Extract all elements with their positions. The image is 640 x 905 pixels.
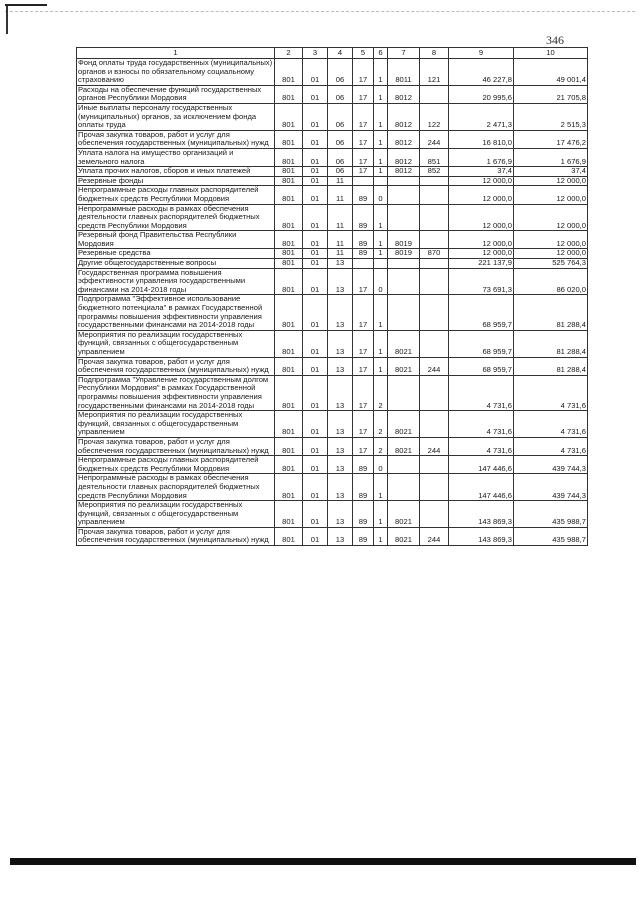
column-header: 3: [303, 48, 328, 59]
table-row: [77, 167, 588, 177]
expense-type-code-cell: 851: [420, 148, 449, 166]
program-code-cell: 17: [353, 268, 374, 295]
amount-year-1-cell: 68 959,7: [449, 357, 514, 375]
target-code-cell: 8021: [388, 411, 420, 438]
subsection-code-cell: 13: [328, 268, 353, 295]
amount-year-1-cell: 20 995,6: [449, 85, 514, 103]
section-code-cell: 01: [303, 501, 328, 528]
ministry-code-cell: 801: [275, 259, 303, 269]
subprogram-code-cell: 1: [374, 527, 388, 545]
expense-name-cell: Уплата прочих налогов, сборов и иных платежей: [77, 167, 275, 177]
expense-name-cell: Непрограммные расходы в рамках обеспечения деятельности главных распорядителей бюджетных средств Республики Мордовия: [77, 474, 275, 501]
column-header: 6: [374, 48, 388, 59]
subprogram-code-cell: 1: [374, 501, 388, 528]
table-row: [77, 437, 588, 455]
target-code-cell: 8021: [388, 437, 420, 455]
program-code-cell: [353, 176, 374, 186]
table-row: [77, 103, 588, 130]
subprogram-code-cell: 2: [374, 437, 388, 455]
expense-type-code-cell: 244: [420, 130, 449, 148]
expense-type-code-cell: 244: [420, 527, 449, 545]
table-row: [77, 501, 588, 528]
section-code-cell: 01: [303, 295, 328, 330]
program-code-cell: 89: [353, 501, 374, 528]
subprogram-code-cell: 1: [374, 85, 388, 103]
target-code-cell: 8012: [388, 103, 420, 130]
expense-name-cell: Расходы на обеспечение функций государственных органов Республики Мордовия: [77, 85, 275, 103]
table-row: [77, 259, 588, 269]
table-row: [77, 474, 588, 501]
target-code-cell: 8021: [388, 330, 420, 357]
amount-year-1-cell: 68 959,7: [449, 295, 514, 330]
budget-table: [76, 47, 588, 546]
expense-type-code-cell: 122: [420, 103, 449, 130]
expense-type-code-cell: [420, 330, 449, 357]
section-code-cell: 01: [303, 456, 328, 474]
table-row: [77, 85, 588, 103]
header-row: [77, 48, 588, 59]
section-code-cell: 01: [303, 527, 328, 545]
column-header: 8: [420, 48, 449, 59]
table-row: [77, 411, 588, 438]
table-row: [77, 186, 588, 204]
expense-type-code-cell: [420, 204, 449, 231]
section-code-cell: 01: [303, 231, 328, 249]
table-row: [77, 249, 588, 259]
ministry-code-cell: 801: [275, 231, 303, 249]
expense-name-cell: Другие общегосударственные вопросы: [77, 259, 275, 269]
program-code-cell: 89: [353, 474, 374, 501]
expense-name-cell: Прочая закупка товаров, работ и услуг для обеспечения государственных (муниципальных) нужд: [77, 437, 275, 455]
expense-name-cell: Резервные средства: [77, 249, 275, 259]
amount-year-2-cell: 439 744,3: [514, 456, 588, 474]
amount-year-2-cell: 81 288,4: [514, 330, 588, 357]
table-row: [77, 130, 588, 148]
subprogram-code-cell: 1: [374, 204, 388, 231]
expense-name-cell: Непрограммные расходы главных распорядителей бюджетных средств Республики Мордовия: [77, 186, 275, 204]
program-code-cell: 17: [353, 437, 374, 455]
target-code-cell: 8012: [388, 148, 420, 166]
subsection-code-cell: 13: [328, 375, 353, 410]
amount-year-2-cell: 81 288,4: [514, 357, 588, 375]
target-code-cell: [388, 295, 420, 330]
amount-year-2-cell: 12 000,0: [514, 176, 588, 186]
column-header: 10: [514, 48, 588, 59]
expense-name-cell: Прочая закупка товаров, работ и услуг для обеспечения государственных (муниципальных) нужд: [77, 527, 275, 545]
section-code-cell: 01: [303, 186, 328, 204]
target-code-cell: 8012: [388, 85, 420, 103]
amount-year-1-cell: 37,4: [449, 167, 514, 177]
ministry-code-cell: 801: [275, 176, 303, 186]
expense-type-code-cell: [420, 231, 449, 249]
section-code-cell: 01: [303, 249, 328, 259]
subsection-code-cell: 13: [328, 411, 353, 438]
section-code-cell: 01: [303, 204, 328, 231]
subprogram-code-cell: 1: [374, 357, 388, 375]
subprogram-code-cell: 1: [374, 249, 388, 259]
target-code-cell: [388, 204, 420, 231]
subprogram-code-cell: 1: [374, 295, 388, 330]
program-code-cell: 89: [353, 456, 374, 474]
ministry-code-cell: 801: [275, 357, 303, 375]
ministry-code-cell: 801: [275, 474, 303, 501]
expense-name-cell: Резервный фонд Правительства Республики Мордовия: [77, 231, 275, 249]
subsection-code-cell: 06: [328, 167, 353, 177]
ministry-code-cell: 801: [275, 411, 303, 438]
program-code-cell: 17: [353, 375, 374, 410]
subsection-code-cell: 06: [328, 103, 353, 130]
section-code-cell: 01: [303, 59, 328, 86]
section-code-cell: 01: [303, 176, 328, 186]
expense-name-cell: Прочая закупка товаров, работ и услуг для обеспечения государственных (муниципальных) нужд: [77, 130, 275, 148]
ministry-code-cell: 801: [275, 437, 303, 455]
table-row: [77, 148, 588, 166]
amount-year-2-cell: 439 744,3: [514, 474, 588, 501]
amount-year-1-cell: 2 471,3: [449, 103, 514, 130]
section-code-cell: 01: [303, 268, 328, 295]
subprogram-code-cell: 0: [374, 456, 388, 474]
target-code-cell: 8021: [388, 501, 420, 528]
amount-year-1-cell: 12 000,0: [449, 186, 514, 204]
program-code-cell: 17: [353, 85, 374, 103]
section-code-cell: 01: [303, 148, 328, 166]
ministry-code-cell: 801: [275, 85, 303, 103]
target-code-cell: 8012: [388, 130, 420, 148]
target-code-cell: [388, 474, 420, 501]
expense-type-code-cell: [420, 186, 449, 204]
ministry-code-cell: 801: [275, 59, 303, 86]
subprogram-code-cell: 2: [374, 411, 388, 438]
subprogram-code-cell: 1: [374, 148, 388, 166]
table-row: [77, 527, 588, 545]
section-code-cell: 01: [303, 437, 328, 455]
target-code-cell: [388, 375, 420, 410]
target-code-cell: [388, 176, 420, 186]
subsection-code-cell: 11: [328, 204, 353, 231]
amount-year-2-cell: 2 515,3: [514, 103, 588, 130]
amount-year-1-cell: 12 000,0: [449, 249, 514, 259]
program-code-cell: 89: [353, 249, 374, 259]
expense-name-cell: Мероприятия по реализации государственных функций, связанных с общегосударственным управлением: [77, 411, 275, 438]
expense-type-code-cell: [420, 268, 449, 295]
subsection-code-cell: 06: [328, 59, 353, 86]
amount-year-1-cell: 143 869,3: [449, 501, 514, 528]
expense-name-cell: Непрограммные расходы главных распорядителей бюджетных средств Республики Мордовия: [77, 456, 275, 474]
amount-year-1-cell: 147 446,6: [449, 474, 514, 501]
ministry-code-cell: 801: [275, 130, 303, 148]
subsection-code-cell: 11: [328, 249, 353, 259]
subsection-code-cell: 13: [328, 330, 353, 357]
program-code-cell: 89: [353, 186, 374, 204]
subsection-code-cell: 13: [328, 456, 353, 474]
program-code-cell: 17: [353, 148, 374, 166]
subsection-code-cell: 13: [328, 437, 353, 455]
expense-type-code-cell: 852: [420, 167, 449, 177]
amount-year-2-cell: 12 000,0: [514, 249, 588, 259]
subsection-code-cell: 11: [328, 231, 353, 249]
target-code-cell: [388, 456, 420, 474]
amount-year-2-cell: 81 288,4: [514, 295, 588, 330]
table-row: [77, 375, 588, 410]
ministry-code-cell: 801: [275, 148, 303, 166]
expense-type-code-cell: [420, 375, 449, 410]
program-code-cell: 89: [353, 204, 374, 231]
amount-year-2-cell: 86 020,0: [514, 268, 588, 295]
expense-type-code-cell: 121: [420, 59, 449, 86]
section-code-cell: 01: [303, 330, 328, 357]
program-code-cell: 17: [353, 330, 374, 357]
ministry-code-cell: 801: [275, 103, 303, 130]
subprogram-code-cell: 1: [374, 103, 388, 130]
expense-type-code-cell: [420, 501, 449, 528]
ministry-code-cell: 801: [275, 295, 303, 330]
amount-year-2-cell: 49 001,4: [514, 59, 588, 86]
subsection-code-cell: 06: [328, 85, 353, 103]
expense-name-cell: Мероприятия по реализации государственных функций, связанных с общегосударственным управлением: [77, 501, 275, 528]
expense-name-cell: Резервные фонды: [77, 176, 275, 186]
section-code-cell: 01: [303, 130, 328, 148]
subsection-code-cell: 13: [328, 295, 353, 330]
amount-year-2-cell: 12 000,0: [514, 231, 588, 249]
amount-year-2-cell: 4 731,6: [514, 437, 588, 455]
target-code-cell: 8011: [388, 59, 420, 86]
table-row: [77, 59, 588, 86]
amount-year-2-cell: 435 988,7: [514, 501, 588, 528]
program-code-cell: 89: [353, 527, 374, 545]
target-code-cell: 8019: [388, 231, 420, 249]
scan-corner-mark: [5, 4, 47, 6]
amount-year-1-cell: 4 731,6: [449, 437, 514, 455]
expense-type-code-cell: 244: [420, 357, 449, 375]
amount-year-1-cell: 68 959,7: [449, 330, 514, 357]
program-code-cell: 89: [353, 231, 374, 249]
amount-year-2-cell: 4 731,6: [514, 411, 588, 438]
subprogram-code-cell: 1: [374, 231, 388, 249]
amount-year-1-cell: 221 137,9: [449, 259, 514, 269]
expense-type-code-cell: [420, 259, 449, 269]
program-code-cell: 17: [353, 167, 374, 177]
subprogram-code-cell: 1: [374, 167, 388, 177]
subsection-code-cell: 11: [328, 186, 353, 204]
amount-year-2-cell: 17 476,2: [514, 130, 588, 148]
table-row: [77, 231, 588, 249]
program-code-cell: 17: [353, 59, 374, 86]
scan-left-edge: [6, 6, 8, 34]
amount-year-2-cell: 21 705,8: [514, 85, 588, 103]
section-code-cell: 01: [303, 375, 328, 410]
amount-year-1-cell: 1 676,9: [449, 148, 514, 166]
amount-year-2-cell: 12 000,0: [514, 204, 588, 231]
amount-year-2-cell: 525 764,3: [514, 259, 588, 269]
expense-name-cell: Фонд оплаты труда государственных (муниципальных) органов и взносы по обязательному социальному страхованию: [77, 59, 275, 86]
scan-top-rule: [5, 11, 635, 12]
ministry-code-cell: 801: [275, 204, 303, 231]
ministry-code-cell: 801: [275, 456, 303, 474]
target-code-cell: [388, 186, 420, 204]
expense-type-code-cell: [420, 411, 449, 438]
target-code-cell: 8012: [388, 167, 420, 177]
section-code-cell: 01: [303, 167, 328, 177]
expense-name-cell: Подпрограмма "Управление государственным долгом Республики Мордовия" в рамках Государственной программы повышения эффективности управления государственными финансами на 2014-2018 годы: [77, 375, 275, 410]
subsection-code-cell: 13: [328, 474, 353, 501]
expense-name-cell: Подпрограмма "Эффективное использование бюджетного потенциала" в рамках Государственной программы повышения эффективности управления государственными финансами на 2014-2018 годы: [77, 295, 275, 330]
subprogram-code-cell: 1: [374, 130, 388, 148]
amount-year-2-cell: 37,4: [514, 167, 588, 177]
amount-year-1-cell: 147 446,6: [449, 456, 514, 474]
section-code-cell: 01: [303, 474, 328, 501]
program-code-cell: [353, 259, 374, 269]
subprogram-code-cell: 2: [374, 375, 388, 410]
table-row: [77, 357, 588, 375]
subprogram-code-cell: 0: [374, 186, 388, 204]
ministry-code-cell: 801: [275, 501, 303, 528]
ministry-code-cell: 801: [275, 186, 303, 204]
subsection-code-cell: 13: [328, 501, 353, 528]
subsection-code-cell: 06: [328, 148, 353, 166]
section-code-cell: 01: [303, 85, 328, 103]
section-code-cell: 01: [303, 411, 328, 438]
subsection-code-cell: 06: [328, 130, 353, 148]
amount-year-1-cell: 73 691,3: [449, 268, 514, 295]
ministry-code-cell: 801: [275, 268, 303, 295]
target-code-cell: 8019: [388, 249, 420, 259]
section-code-cell: 01: [303, 259, 328, 269]
amount-year-1-cell: 46 227,8: [449, 59, 514, 86]
program-code-cell: 17: [353, 411, 374, 438]
amount-year-2-cell: 435 988,7: [514, 527, 588, 545]
subprogram-code-cell: 1: [374, 59, 388, 86]
subsection-code-cell: 13: [328, 357, 353, 375]
table-row: [77, 456, 588, 474]
amount-year-1-cell: 12 000,0: [449, 231, 514, 249]
amount-year-2-cell: 4 731,6: [514, 375, 588, 410]
column-header: 7: [388, 48, 420, 59]
expense-name-cell: Прочая закупка товаров, работ и услуг для обеспечения государственных (муниципальных) нужд: [77, 357, 275, 375]
table-row: [77, 204, 588, 231]
amount-year-2-cell: 1 676,9: [514, 148, 588, 166]
amount-year-2-cell: 12 000,0: [514, 186, 588, 204]
subprogram-code-cell: 1: [374, 474, 388, 501]
column-header: 2: [275, 48, 303, 59]
amount-year-1-cell: 4 731,6: [449, 375, 514, 410]
program-code-cell: 17: [353, 295, 374, 330]
table-row: [77, 295, 588, 330]
expense-type-code-cell: [420, 456, 449, 474]
subsection-code-cell: 13: [328, 527, 353, 545]
expense-type-code-cell: [420, 474, 449, 501]
ministry-code-cell: 801: [275, 375, 303, 410]
target-code-cell: 8021: [388, 527, 420, 545]
program-code-cell: 17: [353, 103, 374, 130]
expense-name-cell: Уплата налога на имущество организаций и земельного налога: [77, 148, 275, 166]
expense-name-cell: Мероприятия по реализации государственных функций, связанных с общегосударственным управлением: [77, 330, 275, 357]
amount-year-1-cell: 12 000,0: [449, 204, 514, 231]
amount-year-1-cell: 4 731,6: [449, 411, 514, 438]
subprogram-code-cell: 0: [374, 268, 388, 295]
expense-type-code-cell: [420, 295, 449, 330]
expense-name-cell: Иные выплаты персоналу государственных (муниципальных) органов, за исключением фонда оплаты труда: [77, 103, 275, 130]
subprogram-code-cell: [374, 176, 388, 186]
column-header: 1: [77, 48, 275, 59]
expense-type-code-cell: [420, 85, 449, 103]
table-row: [77, 330, 588, 357]
amount-year-1-cell: 143 869,3: [449, 527, 514, 545]
program-code-cell: 17: [353, 130, 374, 148]
column-header: 4: [328, 48, 353, 59]
expense-type-code-cell: 244: [420, 437, 449, 455]
page-number: 346: [546, 33, 564, 47]
section-code-cell: 01: [303, 357, 328, 375]
target-code-cell: 8021: [388, 357, 420, 375]
subprogram-code-cell: 1: [374, 330, 388, 357]
amount-year-1-cell: 12 000,0: [449, 176, 514, 186]
expense-name-cell: Государственная программа повышения эффективности управления государственными финансами на 2014-2018 годы: [77, 268, 275, 295]
ministry-code-cell: 801: [275, 249, 303, 259]
ministry-code-cell: 801: [275, 527, 303, 545]
ministry-code-cell: 801: [275, 330, 303, 357]
table-row: [77, 268, 588, 295]
section-code-cell: 01: [303, 103, 328, 130]
target-code-cell: [388, 259, 420, 269]
table-row: [77, 176, 588, 186]
expense-name-cell: Непрограммные расходы в рамках обеспечения деятельности главных распорядителей бюджетных средств Республики Мордовия: [77, 204, 275, 231]
subsection-code-cell: 11: [328, 176, 353, 186]
scan-bottom-edge: [10, 858, 636, 865]
subsection-code-cell: 13: [328, 259, 353, 269]
program-code-cell: 17: [353, 357, 374, 375]
expense-type-code-cell: 870: [420, 249, 449, 259]
ministry-code-cell: 801: [275, 167, 303, 177]
amount-year-1-cell: 16 810,0: [449, 130, 514, 148]
subprogram-code-cell: [374, 259, 388, 269]
target-code-cell: [388, 268, 420, 295]
column-header: 9: [449, 48, 514, 59]
expense-type-code-cell: [420, 176, 449, 186]
column-header: 5: [353, 48, 374, 59]
